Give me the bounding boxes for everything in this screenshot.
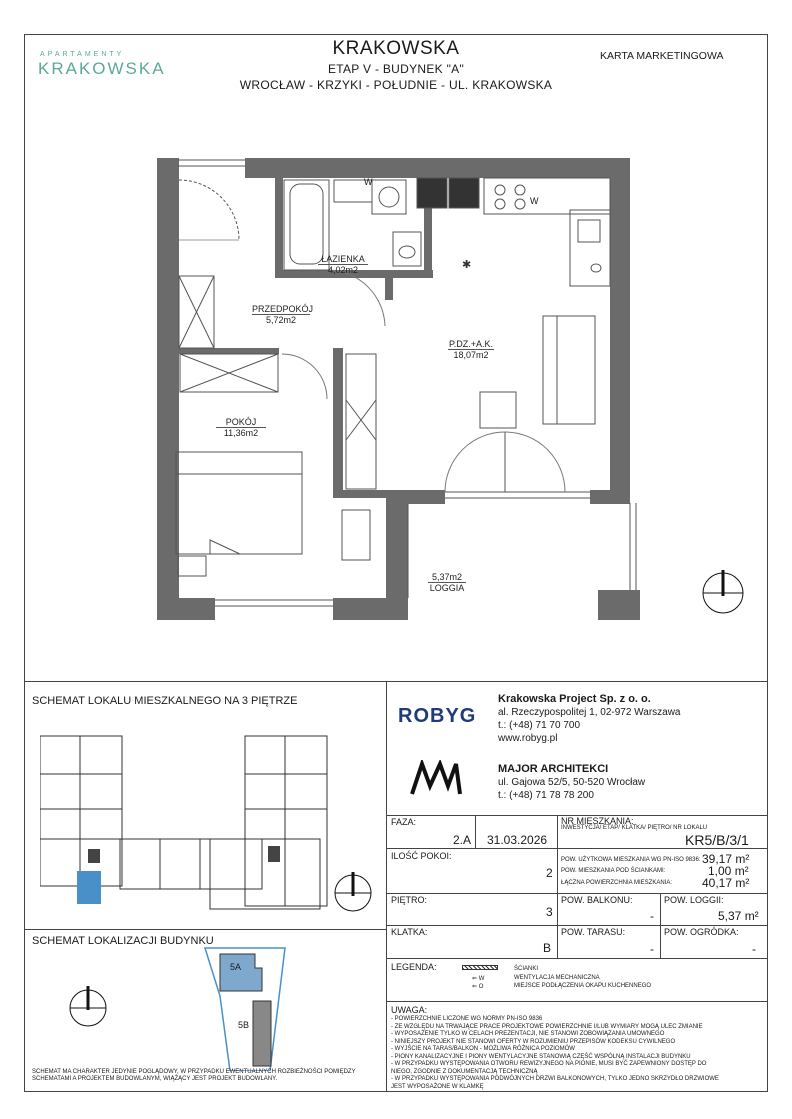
notes-label: UWAGA: [391, 1005, 428, 1015]
architect-phone: t.: (+48) 71 78 78 200 [498, 790, 594, 801]
note-item: - W PRZYPADKU WYSTĘPOWANIA OTWORU REWIZYJNEGO NA PIONIE, MUSI BYĆ ZAPEWNIONY DOSTĘP DO NIEGO, ZGODNIE Z DOKUMENTACJĄ TECHNICZNĄ [391, 1061, 707, 1075]
room-living: P.DZ.+A.K. 18,07m2 [448, 339, 494, 360]
architect-address: ul. Gajowa 52/5, 50-520 Wrocław [498, 777, 646, 788]
legend-item: WENTYLACJA MECHANICZNA [514, 975, 600, 981]
divider [24, 929, 386, 930]
note-item: - WYJŚCIE NA TARAS/BALKON - MOŻLIWA RÓŻNICA POZIOMÓW [391, 1046, 575, 1052]
divider [386, 681, 387, 1092]
architect-name: MAJOR ARCHITEKCI [498, 763, 609, 775]
developer-address: al. Rzeczypospolitej 1, 02-972 Warszawa [498, 707, 681, 718]
floor-label: PIĘTRO: [391, 895, 428, 905]
balcony-label: POW. BALKONU: [561, 895, 633, 905]
total-value: 40,17 m² [702, 876, 750, 890]
divider [386, 848, 768, 849]
vent-label: W [364, 177, 373, 187]
developer-name: Krakowska Project Sp. z o. o. [498, 693, 651, 705]
flat-no-sub: INWESTYCJA/ ETAP/ KLATKA/ PIĘTRO/ NR LOKALU [561, 825, 708, 831]
developer-web[interactable]: www.robyg.pl [498, 733, 558, 744]
building-5b-label: 5B [238, 1020, 250, 1030]
robyg-logo: ROBYG [398, 705, 477, 727]
building-5a-label: 5A [230, 962, 242, 972]
note-item: - ZE WZGLĘDU NA TRWAJĄCE PRACE PROJEKTOWE POWIERZCHNIE I/LUB WYMIARY MOGĄ ULEC ZMIANIE [391, 1023, 703, 1030]
divider [386, 1001, 768, 1002]
flat-no-label: NR MIESZKANIA: [561, 816, 634, 826]
building-scheme-title: SCHEMAT LOKALIZACJI BUDYNKU [32, 935, 214, 947]
vent-label: W [530, 196, 539, 206]
divider [386, 958, 768, 959]
room-bathroom: ŁAZIENKA 4,02m2 [318, 254, 368, 275]
garden-label: POW. OGRÓDKA: [664, 927, 739, 937]
stair-value: B [543, 941, 552, 955]
note-item: - W PRZYPADKU WYSTĘPOWANIA PODWÓJNYCH DRZWI BALKONOWYCH, TYLKO JEDNO SKRZYDŁO DRZWIOWE JEST WYPOSAŻONE W KLAMKĘ [391, 1076, 719, 1090]
major-logo-icon [408, 760, 464, 796]
architect-info [498, 763, 758, 802]
phase-value: 2.A [453, 833, 472, 847]
terrace-value: - [650, 942, 654, 956]
note-item: - WYPOSAŻENIE TYLKO W CELACH PREZENTACJI, NIE STANOWI ZOBOWIĄZANIA UMOWNEGO [391, 1031, 665, 1037]
garden-value: - [752, 942, 756, 956]
divider [557, 815, 558, 958]
note-item: - POWIERZCHNIE LICZONE WG NORMY PN-ISO 9836 [391, 1016, 543, 1022]
usable-label: POW. UŻYTKOWA MIESZKANIA WG PN-ISO 9836: [561, 857, 701, 863]
loggia-column [598, 590, 640, 620]
under-walls-label: POW. MIESZKANIA POD ŚCIANKAMI: [561, 868, 666, 874]
highlighted-flat [77, 871, 101, 904]
loggia-label: POW. LOGGII: [664, 895, 724, 905]
card-type: KARTA MARKETINGOWA [600, 50, 724, 62]
developer-info [498, 693, 758, 745]
legend-hood-icon: ⇐ O [472, 984, 484, 990]
legend-wall-swatch [462, 965, 498, 970]
room-bedroom: POKÓJ 11,36m2 [216, 417, 266, 438]
legend-item: MIEJSCE PODŁĄCZENIA OKAPU KUCHENNEGO [514, 983, 652, 989]
flat-scheme-title: SCHEMAT LOKALU MIESZKALNEGO NA 3 PIĘTRZE [32, 695, 298, 707]
room-loggia: 5,37m2 LOGGIA [429, 572, 465, 593]
logo-subtitle: APARTAMENTY [40, 51, 125, 58]
building-scheme-diagram [40, 946, 340, 1071]
divider [386, 925, 768, 926]
developer-phone: t.: (+48) 71 70 700 [498, 720, 581, 731]
usable-value: 39,17 m² [702, 852, 750, 866]
page-subtitle: ETAP V - BUDYNEK "A" [327, 62, 465, 76]
note-item: - PIONY KANALIZACYJNE I PIONY WENTYLACYJNE STANOWIĄ CZĘŚĆ WSPÓLNĄ INSTALACJI BUDYNKU [391, 1053, 691, 1060]
phase-label: FAZA: [391, 817, 417, 827]
rooms-label: ILOŚĆ POKOI: [391, 851, 452, 861]
flat-scheme-diagram [40, 734, 380, 914]
date-value: 31.03.2026 [487, 833, 548, 847]
notes-list [391, 1016, 721, 1091]
total-label: ŁĄCZNA POWIERZCHNIA MIESZKANIA: [561, 880, 673, 886]
divider [24, 681, 768, 682]
divider [386, 893, 768, 894]
note-item: - NINIEJSZY PROJEKT NIE STANOWI OFERTY W ROZUMIENIU PRZEPISÓW KODEKSU CYWILNEGO [391, 1038, 676, 1045]
page-title: KRAKOWSKA [332, 38, 460, 59]
legend-vent-icon: ⇐ W [472, 976, 485, 982]
under-walls-value: 1,00 m² [708, 864, 749, 878]
divider [475, 815, 476, 848]
balcony-value: - [650, 909, 654, 923]
terrace-label: POW. TARASU: [561, 927, 626, 937]
vent-icon: ✱ [462, 258, 472, 271]
page-location: WROCŁAW - KRZYKI - POŁUDNIE - UL. KRAKOWSKA [239, 78, 553, 92]
flat-no-value: KR5/B/3/1 [685, 832, 749, 848]
stair-label: KLATKA: [391, 927, 428, 937]
wall-north [245, 158, 630, 178]
scheme-disclaimer: SCHEMAT MA CHARAKTER JEDYNIE POGLĄDOWY, W PRZYPADKU EWENTUALNYCH ROZBIEŻNOŚCI POMIĘDZY SCHEMATAMI A PROJEKTEM BUDOWLANYM, WIĄŻĄCY JEST PROJEKT BUDOWLANY. [32, 1069, 356, 1082]
legend-item: ŚCIANKI [514, 966, 539, 972]
divider [660, 893, 661, 958]
compass-icon [703, 570, 743, 613]
loggia-value: 5,37 m² [718, 909, 759, 923]
floor-value: 3 [546, 905, 553, 919]
logo-text: KRAKOWSKA [38, 59, 166, 78]
room-hall: PRZEDPOKÓJ 5,72m2 [252, 304, 314, 325]
legend-label: LEGENDA: [391, 962, 437, 972]
wall-east [610, 158, 630, 503]
rooms-value: 2 [546, 866, 553, 880]
